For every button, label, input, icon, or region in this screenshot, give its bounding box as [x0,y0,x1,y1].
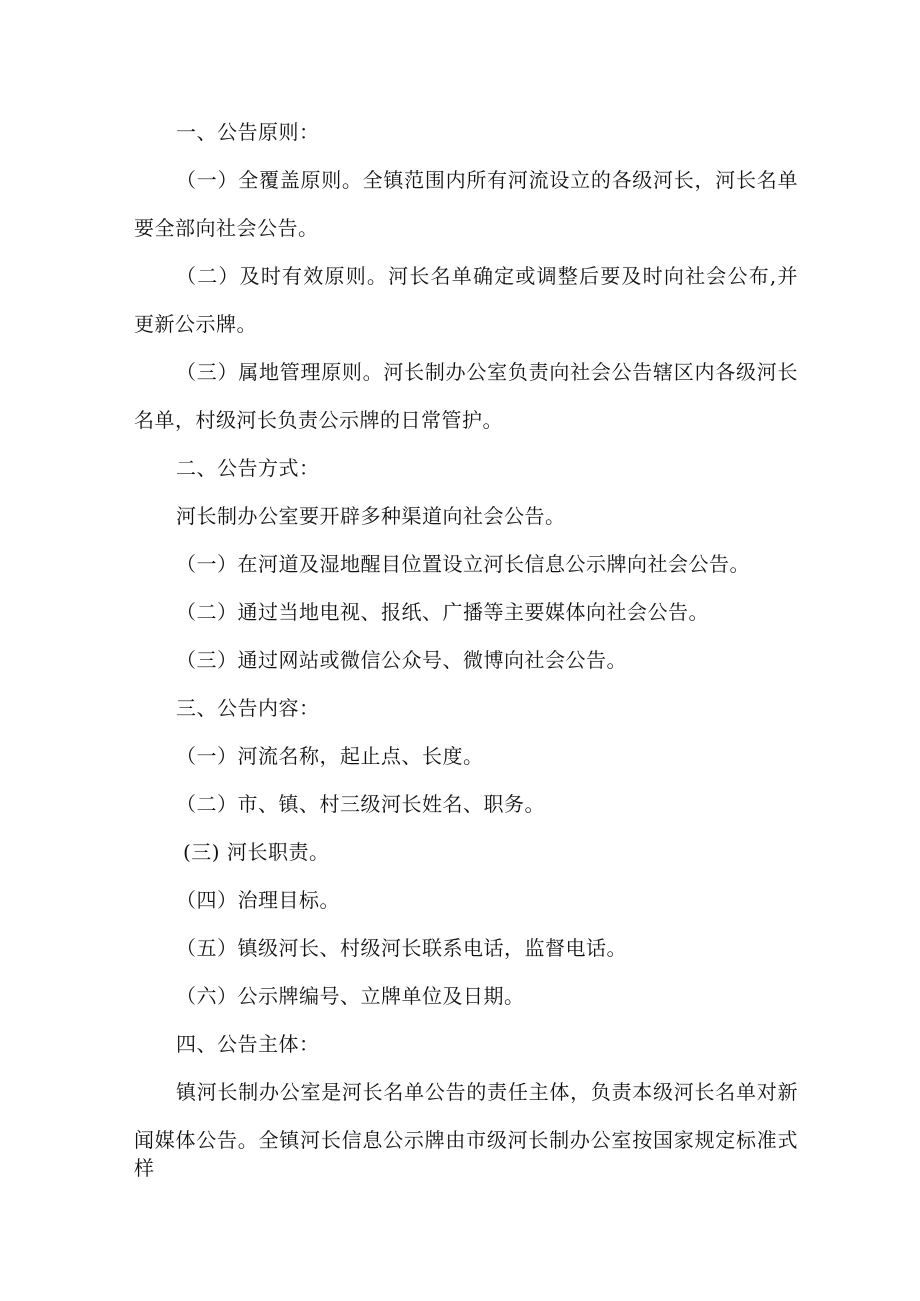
subject-line-1: 镇河长制办公室是河长名单公告的责任主体，负责本级河长名单对新 [176,1080,798,1104]
heading-content: 三、公告内容： [176,696,320,720]
subject-line-2: 闻媒体公告。全镇河长信息公示牌由市级河长制办公室按国家规定标准式样 [134,1128,798,1180]
content-3: (三) 河长职责。 [183,840,330,864]
principle-3-line-2: 名单，村级河长负责公示牌的日常管护。 [134,408,503,432]
method-2: （二）通过当地电视、报纸、广播等主要媒体向社会公告。 [176,600,709,624]
content-1: （一）河流名称，起止点、长度。 [176,744,484,768]
content-5: （五）镇级河长、村级河长联系电话，监督电话。 [176,936,627,960]
content-2: （二）市、镇、村三级河长姓名、职务。 [176,792,545,816]
heading-subject: 四、公告主体： [176,1032,320,1056]
method-3: （三）通过网站或微信公众号、微博向社会公告。 [176,648,627,672]
principle-1-line-2: 要全部向社会公告。 [134,216,319,240]
content-4: （四）治理目标。 [176,888,340,912]
heading-principles: 一、公告原则： [176,120,320,144]
heading-methods: 二、公告方式： [176,456,320,480]
principle-2-line-1: （二）及时有效原则。河长名单确定或调整后要及时向社会公布,并 [176,264,798,288]
method-1: （一）在河道及湿地醒目位置设立河长信息公示牌向社会公告。 [176,552,750,576]
principle-3-line-1: （三）属地管理原则。河长制办公室负责向社会公告辖区内各级河长 [176,360,798,384]
methods-intro: 河长制办公室要开辟多种渠道向社会公告。 [176,504,566,528]
principle-2-line-2: 更新公示牌。 [134,312,257,336]
content-6: （六）公示牌编号、立牌单位及日期。 [176,984,525,1008]
principle-1-line-1: （一）全覆盖原则。全镇范围内所有河流设立的各级河长，河长名单 [176,168,798,192]
